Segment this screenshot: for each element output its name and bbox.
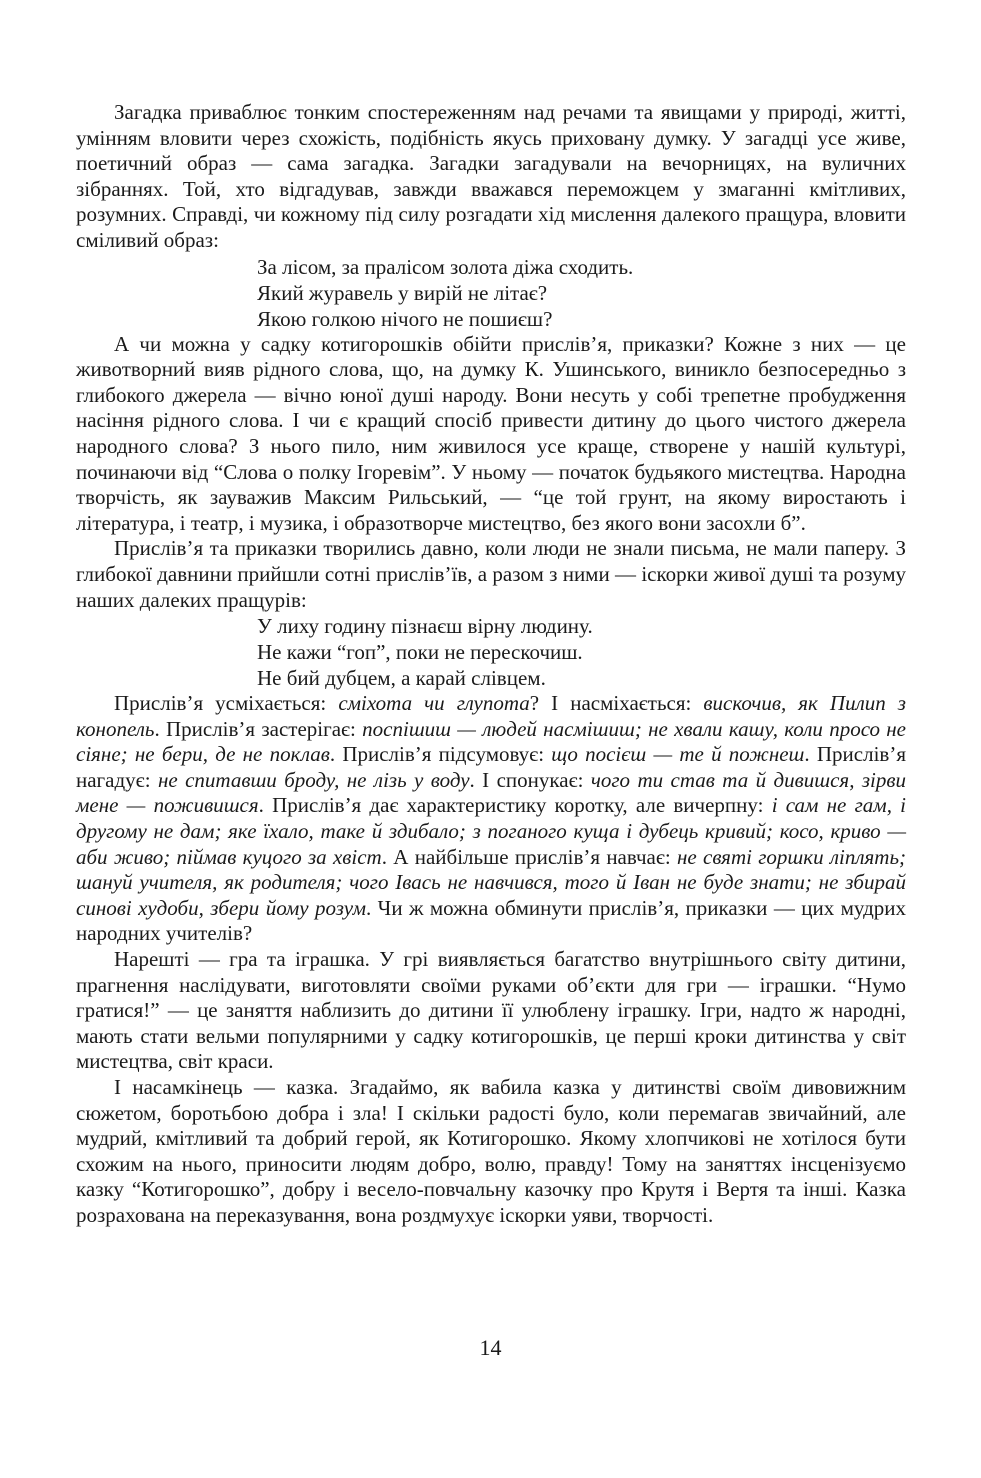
- italic-quote: не святі горшки ліплять; шануй учителя, як родителя; чого Івась не навчився, того й Іван не буде знати; не збирай синові худоби, збери йому розум: [76, 844, 906, 920]
- paragraph-fairy-tale: І насамкінець — казка. Згадаймо, як вабила казка у дитинстві своїм дивовижним сюжетом, боротьбою добра і зла! І скільки радості було, коли перемагав звичайний, але мудрий, кмітливий та добрий герой, як Котигорошко. Якому хлопчикові не хотілося бути схожим на нього, приносити людям добро, волю, правду! Тому на заняттях інсценізуємо казку “Котигорошко”, добру і весело-повчальну казочку про Крутя і Вертя та інші. Казка розрахована на переказування, вона роздмухує іскорки уяви, творчості.: [76, 1075, 906, 1227]
- text-run: Прислів’я усміхається:: [114, 691, 339, 716]
- italic-quote: чого ти став та й дивишся, зірви мене — поживишся: [76, 767, 906, 818]
- italic-quote: що посієш — те й пожнеш: [551, 742, 805, 767]
- riddle-line: За лісом, за пралісом золота діжа сходить.: [257, 254, 634, 279]
- text-run: . І спонукає:: [469, 767, 591, 792]
- paragraph-riddles-intro: Загадка приваблює тонким спостереженням над речами та явищами у природі, житті, умінням вловити через схожість, подібність якусь приховану думку. У загадці усе живе, поетичний образ — сама загадка. Загадки загадували на вечорницях, на вуличних зібраннях. Той, хто відгадував, завжди вважався переможцем у змаганні кмітливих, розумних. Справді, чи кожному під силу розгадати хід мислення далекого пращура, вловити сміливий образ:: [76, 100, 906, 252]
- proverb-list: [257, 613, 906, 691]
- riddle-list: [257, 254, 906, 332]
- page-body: [76, 100, 906, 1229]
- riddle-line: Який журавель у вирій не літає?: [257, 280, 548, 305]
- paragraph-proverbs-history: Прислів’я та приказки творились давно, коли люди не знали письма, не мали паперу. З глибокої давнини прийшли сотні прислів’їв, а разом з ними — іскорки живої душі та розуму наших далеких пращурів:: [76, 536, 906, 612]
- italic-quote: поспішиш — людей насмішиш; не хвали кашу, коли просо не сіяне; не бери, де не поклав: [76, 716, 906, 767]
- riddle-line: Якою голкою нічого не пошиєш?: [257, 306, 553, 331]
- text-run: . Прислів’я дає характеристику коротку, але вичерпну:: [258, 793, 772, 818]
- page-number: 14: [479, 1335, 502, 1360]
- italic-quote: і сам не гам, і другому не дам; яке їхало, таке й здибало; з поганого куща і дубець кривий; косо, криво — аби живо; піймав куцого за хвіст: [76, 793, 906, 869]
- italic-quote: сміхота чи глупота: [338, 691, 530, 716]
- text-run: . Прислів’я нагадує:: [76, 742, 906, 792]
- text-run: . А найбільше прислів’я навчає:: [381, 844, 677, 869]
- paragraph-games: Нарешті — гра та іграшка. У грі виявляється багатство внутрішнього світу дитини, прагнення наслідувати, виготовляти своїми руками об’єкти для гри — іграшки. “Нумо гратися!” — це заняття наблизить до дитини її улюблену іграшку. Ігри, надто ж народні, мають стати вельми популярними у садку котигорошків, це перші кроки дитинства у світ мистецтва, світ краси.: [76, 947, 906, 1074]
- italic-quote: вискочив, як Пилип з конопель: [76, 691, 907, 741]
- proverb-line: У лиху годину пізнаєш вірну людину.: [257, 614, 593, 639]
- text-run: . Чи ж можна обминути прислів’я, приказки — цих мудрих народних учителів?: [76, 895, 906, 946]
- paragraph-proverbs-source: А чи можна у садку котигорошків обійти прислів’я, приказки? Кожне з них — це животворний вияв рідного слова, що, на думку К. Ушинського, виникло безпосередньо з глибокого джерела — вічно юної душі народу. Вони несуть у собі трепетне пробудження насіння рідного слова. І чи є кращий спосіб привести дитину до цього чистого джерела народного слова? З нього пило, ним живилося усе краще, створене у нашій культурі, починаючи від “Слова о полку Ігоревім”. У ньому — початок будьякого мистецтва. Народна творчість, як зауважив Максим Рильський, — “це той грунт, на якому виростають і література, і театр, і музика, і образотворче мистецтво, без якого вони засохли б”.: [76, 331, 906, 535]
- italic-quote: не спитавши броду, не лізь у воду: [157, 767, 470, 792]
- text-run: . Прислів’я застерігає:: [154, 716, 363, 741]
- text-run: . Прислів’я підсумовує:: [329, 742, 552, 767]
- proverb-line: Не бий дубцем, а карай слівцем.: [257, 666, 546, 691]
- proverb-line: Не кажи “гоп”, поки не перескочиш.: [257, 640, 583, 665]
- paragraph-proverb-examples: [76, 691, 906, 947]
- text-run: ? І насміхається:: [529, 691, 704, 716]
